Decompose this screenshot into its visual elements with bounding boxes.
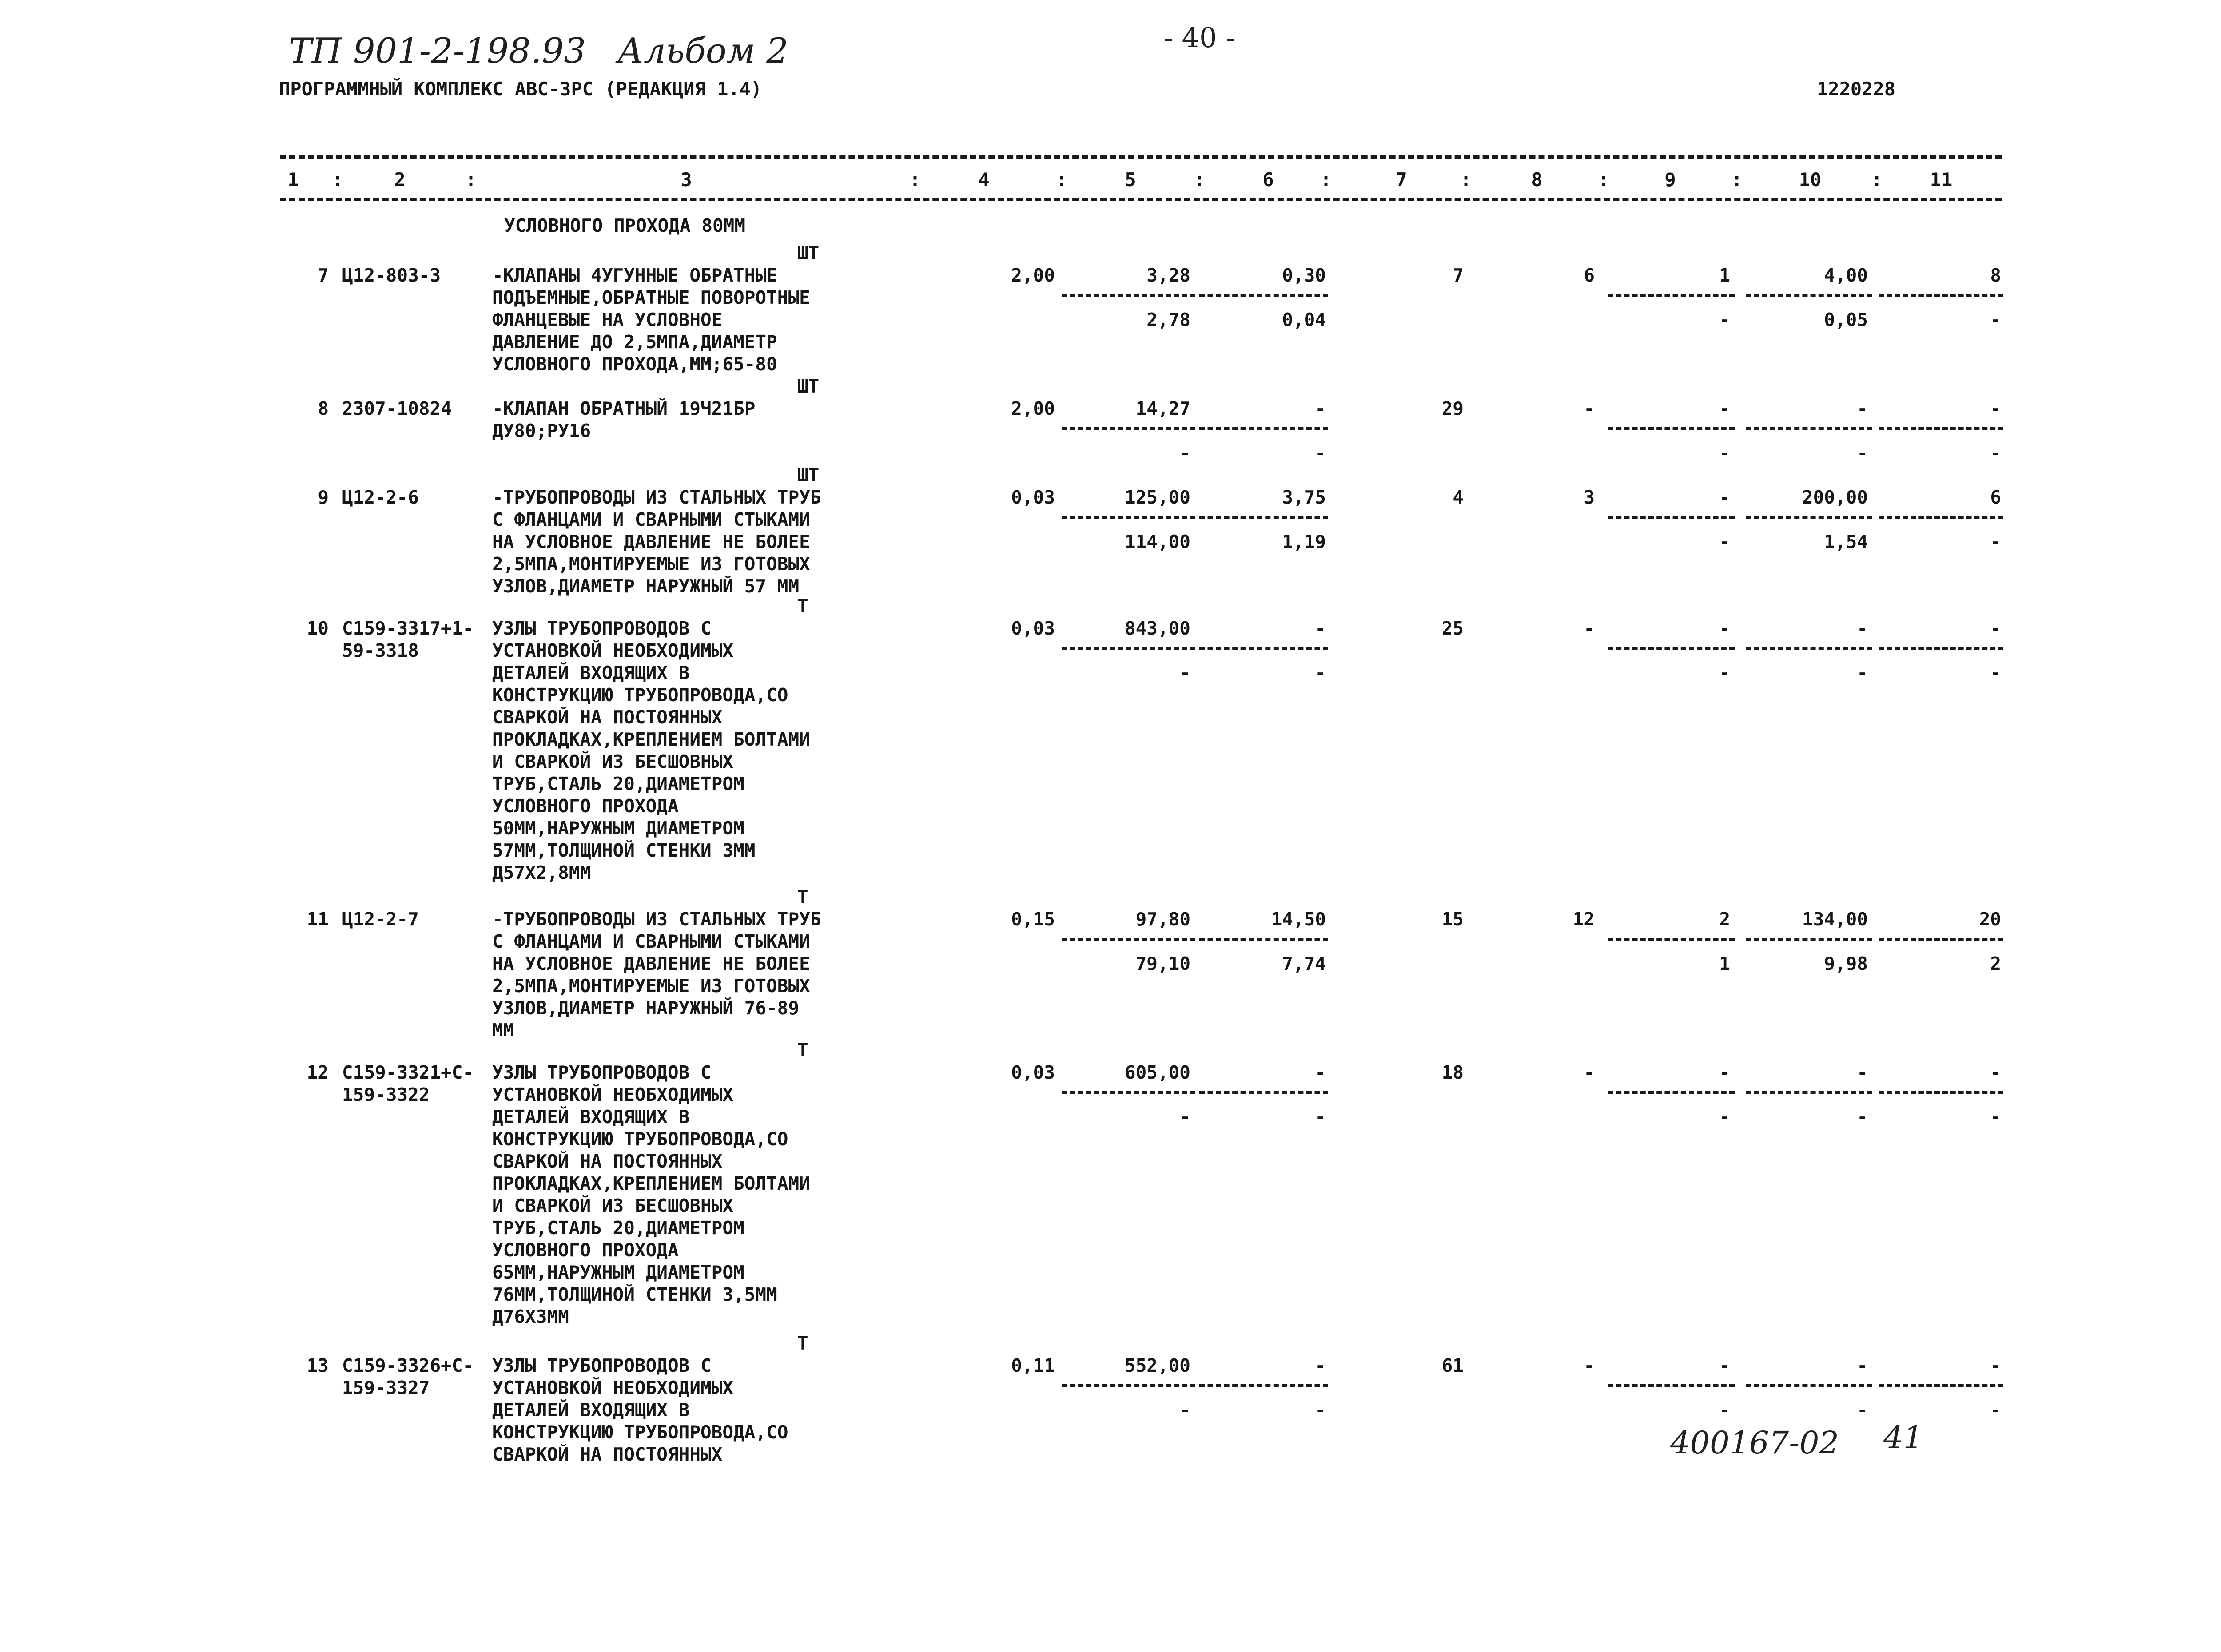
value-c9-bottom: - — [1719, 662, 1730, 683]
row-description-line: УЗЛОВ,ДИАМЕТР НАРУЖНЫЙ 76-89 — [492, 997, 800, 1019]
fraction-line — [1608, 516, 1735, 519]
value-c6-bottom: - — [1315, 1399, 1326, 1421]
value-c10-bottom: 9,98 — [1824, 953, 1868, 974]
row-description-line: 2,5МПА,МОНТИРУЕМЫЕ ИЗ ГОТОВЫХ — [492, 553, 810, 575]
value-c9-top: 2 — [1719, 909, 1730, 930]
row-description-line: УСТАНОВКОЙ НЕОБХОДИМЫХ — [492, 640, 734, 661]
value-c7: 25 — [1441, 618, 1464, 639]
value-c10-bottom: - — [1857, 662, 1868, 683]
fraction-line — [1062, 516, 1195, 519]
row-description-line: ДУ80;РУ16 — [492, 420, 591, 441]
column-separator: : — [332, 169, 343, 191]
row-description-line: ПРОКЛАДКАХ,КРЕПЛЕНИЕМ БОЛТАМИ — [492, 729, 810, 750]
row-number: 8 — [318, 398, 329, 419]
row-description-line: ДЕТАЛЕЙ ВХОДЯЩИХ В — [492, 662, 690, 683]
column-number: 6 — [1262, 169, 1274, 191]
column-separator: : — [1731, 169, 1743, 191]
value-c11-bottom: - — [1990, 309, 2001, 330]
value-c8: - — [1584, 398, 1595, 419]
unit-of-measure: ШТ — [797, 376, 820, 397]
value-c10-top: - — [1857, 1355, 1868, 1376]
row-description-line: 76ММ,ТОЛЩИНОЙ СТЕНКИ 3,5ММ — [492, 1284, 777, 1305]
value-c6-top: - — [1315, 398, 1326, 419]
fraction-line — [1199, 1091, 1328, 1094]
table-row — [0, 376, 2221, 464]
row-description-line: УСЛОВНОГО ПРОХОДА,ММ;65-80 — [492, 353, 777, 375]
value-c11-top: - — [1990, 1062, 2001, 1083]
row-number: 11 — [306, 909, 329, 930]
row-code: 159-3327 — [342, 1377, 430, 1398]
row-description-line: НА УСЛОВНОЕ ДАВЛЕНИЕ НЕ БОЛЕЕ — [492, 953, 810, 974]
table-row — [0, 886, 2221, 1041]
row-description-line: ТРУБ,СТАЛЬ 20,ДИАМЕТРОМ — [492, 773, 744, 794]
row-number: 13 — [306, 1355, 329, 1376]
value-c8: - — [1584, 1355, 1595, 1376]
value-c10-top: - — [1857, 1062, 1868, 1083]
value-c11-top: - — [1990, 398, 2001, 419]
fraction-line — [1879, 938, 2003, 941]
row-code: 2307-10824 — [342, 398, 452, 419]
row-description-line: И СВАРКОЙ ИЗ БЕСШОВНЫХ — [492, 1195, 734, 1216]
fraction-line — [1746, 294, 1872, 297]
fraction-line — [1062, 938, 1195, 941]
value-c11-top: - — [1990, 618, 2001, 639]
row-code: 159-3322 — [342, 1084, 430, 1105]
row-code: С159-3317+1- — [342, 618, 474, 639]
value-c9-top: - — [1719, 398, 1730, 419]
fraction-line — [1608, 1091, 1735, 1094]
fraction-line — [1879, 1384, 2003, 1387]
value-c10-bottom: - — [1857, 1106, 1868, 1128]
value-c5-bottom: 2,78 — [1146, 309, 1190, 330]
unit-of-measure: Т — [797, 1333, 808, 1354]
row-description-line: КОНСТРУКЦИЮ ТРУБОПРОВОДА,СО — [492, 1128, 788, 1150]
value-c6-bottom: 1,19 — [1282, 531, 1326, 552]
page-number: - 40 - — [1164, 21, 1235, 54]
value-c5-top: 3,28 — [1146, 265, 1190, 286]
fraction-line — [1879, 427, 2003, 430]
fraction-line — [1879, 294, 2003, 297]
value-c6-bottom: - — [1315, 1106, 1326, 1128]
value-c9-bottom: - — [1719, 531, 1730, 552]
row-description-line: 57ММ,ТОЛЩИНОЙ СТЕНКИ 3ММ — [492, 840, 756, 861]
row-description-line: С ФЛАНЦАМИ И СВАРНЫМИ СТЫКАМИ — [492, 509, 810, 530]
value-c5-top: 843,00 — [1124, 618, 1190, 639]
row-description-line: ДЕТАЛЕЙ ВХОДЯЩИХ В — [492, 1399, 690, 1421]
column-separator: : — [1056, 169, 1067, 191]
value-c11-bottom: - — [1990, 662, 2001, 683]
fraction-line — [1879, 647, 2003, 650]
value-c5-top: 125,00 — [1124, 487, 1190, 508]
row-description-line: И СВАРКОЙ ИЗ БЕСШОВНЫХ — [492, 751, 734, 772]
value-c9-top: - — [1719, 487, 1730, 508]
value-c11-bottom: 2 — [1990, 953, 2001, 974]
unit-of-measure: Т — [797, 886, 808, 908]
fraction-line — [1199, 647, 1328, 650]
table-row — [0, 1040, 2221, 1327]
value-c4: 0,03 — [1011, 487, 1055, 508]
value-c6-top: 3,75 — [1282, 487, 1326, 508]
fraction-line — [1746, 1384, 1872, 1387]
row-description-line: ММ — [492, 1020, 514, 1041]
row-description-line: ДЕТАЛЕЙ ВХОДЯЩИХ В — [492, 1106, 690, 1128]
fraction-line — [1199, 294, 1328, 297]
value-c4: 0,11 — [1011, 1355, 1055, 1376]
value-c10-top: - — [1857, 398, 1868, 419]
fraction-line — [1062, 1091, 1195, 1094]
column-number: 7 — [1396, 169, 1407, 191]
value-c4: 0,03 — [1011, 618, 1055, 639]
footer-sheet-number: 41 — [1883, 1419, 1923, 1456]
column-number: 11 — [1930, 169, 1953, 191]
column-number: 10 — [1799, 169, 1822, 191]
column-separator: : — [1194, 169, 1205, 191]
row-description-line: -ТРУБОПРОВОДЫ ИЗ СТАЛЬНЫХ ТРУБ — [492, 909, 821, 930]
fraction-line — [1879, 1091, 2003, 1094]
value-c6-bottom: - — [1315, 442, 1326, 464]
fraction-line — [1746, 647, 1872, 650]
row-description-line: УСТАНОВКОЙ НЕОБХОДИМЫХ — [492, 1084, 734, 1105]
fraction-line — [1746, 1091, 1872, 1094]
fraction-line — [1062, 427, 1195, 430]
value-c5-top: 97,80 — [1135, 909, 1190, 930]
fraction-line — [1608, 427, 1735, 430]
value-c8: 6 — [1584, 265, 1595, 286]
row-description-line: УСЛОВНОГО ПРОХОДА — [492, 795, 679, 817]
row-number: 7 — [318, 265, 329, 286]
value-c9-bottom: 1 — [1719, 953, 1730, 974]
fraction-line — [1746, 516, 1872, 519]
row-description-line: СВАРКОЙ НА ПОСТОЯННЫХ — [492, 1151, 723, 1172]
value-c6-top: 14,50 — [1271, 909, 1326, 930]
program-name: ПРОГРАММНЫЙ КОМПЛЕКС АВС-3РС (РЕДАКЦИЯ 1.4) — [279, 78, 762, 100]
album-label: Альбом 2 — [617, 31, 788, 71]
value-c5-top: 14,27 — [1135, 398, 1190, 419]
column-separator: : — [909, 169, 921, 191]
value-c5-bottom: - — [1179, 662, 1190, 683]
row-description-line: С ФЛАНЦАМИ И СВАРНЫМИ СТЫКАМИ — [492, 931, 810, 952]
row-description-line: УЗЛЫ ТРУБОПРОВОДОВ С — [492, 618, 712, 639]
continuation-line: УСЛОВНОГО ПРОХОДА 80ММ — [504, 215, 746, 236]
unit-of-measure: Т — [797, 1040, 808, 1061]
value-c4: 0,03 — [1011, 1062, 1055, 1083]
value-c10-top: 134,00 — [1802, 909, 1868, 930]
value-c10-bottom: 1,54 — [1824, 531, 1868, 552]
column-number: 8 — [1531, 169, 1543, 191]
value-c7: 29 — [1441, 398, 1464, 419]
row-description-line: -ТРУБОПРОВОДЫ ИЗ СТАЛЬНЫХ ТРУБ — [492, 487, 821, 508]
row-description-line: ФЛАНЦЕВЫЕ НА УСЛОВНОЕ — [492, 309, 723, 330]
value-c9-top: - — [1719, 618, 1730, 639]
row-description-line: 65ММ,НАРУЖНЫМ ДИАМЕТРОМ — [492, 1262, 744, 1283]
row-code: Ц12-803-3 — [342, 265, 441, 286]
doc-reference: ТП 901-2-198.93 — [289, 31, 586, 71]
unit-of-measure: ШТ — [797, 242, 820, 264]
unit-of-measure: ШТ — [797, 465, 820, 486]
row-code: С159-3326+С- — [342, 1355, 474, 1376]
value-c7: 61 — [1441, 1355, 1464, 1376]
column-number: 5 — [1125, 169, 1136, 191]
value-c4: 2,00 — [1011, 265, 1055, 286]
value-c6-top: - — [1315, 618, 1326, 639]
row-code: С159-3321+С- — [342, 1062, 474, 1083]
fraction-line — [1199, 1384, 1328, 1387]
fraction-line — [1746, 427, 1872, 430]
row-description-line: Д76Х3ММ — [492, 1306, 569, 1327]
unit-of-measure: Т — [797, 596, 808, 617]
value-c9-bottom: - — [1719, 442, 1730, 464]
value-c5-bottom: 79,10 — [1135, 953, 1190, 974]
value-c6-top: 0,30 — [1282, 265, 1326, 286]
fraction-line — [1608, 294, 1735, 297]
row-code: Ц12-2-6 — [342, 487, 419, 508]
value-c7: 15 — [1441, 909, 1464, 930]
row-description-line: КОНСТРУКЦИЮ ТРУБОПРОВОДА,СО — [492, 1422, 788, 1443]
value-c5-bottom: - — [1179, 442, 1190, 464]
value-c10-bottom: - — [1857, 1399, 1868, 1421]
column-number: 9 — [1664, 169, 1676, 191]
row-description-line: Д57Х2,8ММ — [492, 862, 591, 883]
row-description-line: ПРОКЛАДКАХ,КРЕПЛЕНИЕМ БОЛТАМИ — [492, 1173, 810, 1194]
value-c11-bottom: - — [1990, 531, 2001, 552]
row-description-line: ДАВЛЕНИЕ ДО 2,5МПА,ДИАМЕТР — [492, 331, 777, 353]
column-separator: : — [1460, 169, 1472, 191]
row-code: Ц12-2-7 — [342, 909, 419, 930]
value-c7: 18 — [1441, 1062, 1464, 1083]
column-separator: : — [1598, 169, 1609, 191]
value-c10-bottom: - — [1857, 442, 1868, 464]
row-description-line: УЗЛЫ ТРУБОПРОВОДОВ С — [492, 1062, 712, 1083]
table-top-rule — [280, 155, 2002, 159]
value-c5-bottom: 114,00 — [1124, 531, 1190, 552]
value-c10-top: - — [1857, 618, 1868, 639]
column-separator: : — [465, 169, 477, 191]
value-c11-bottom: - — [1990, 1399, 2001, 1421]
row-description-line: УЗЛОВ,ДИАМЕТР НАРУЖНЫЙ 57 ММ — [492, 576, 800, 597]
value-c5-top: 605,00 — [1124, 1062, 1190, 1083]
table-header-bottom-rule — [280, 198, 2002, 201]
row-description-line: УСЛОВНОГО ПРОХОДА — [492, 1239, 679, 1261]
column-number: 4 — [978, 169, 990, 191]
row-description-line: СВАРКОЙ НА ПОСТОЯННЫХ — [492, 707, 723, 728]
value-c6-top: - — [1315, 1062, 1326, 1083]
row-number: 9 — [318, 487, 329, 508]
table-row — [0, 596, 2221, 883]
value-c10-top: 4,00 — [1824, 265, 1868, 286]
value-c5-bottom: - — [1179, 1106, 1190, 1128]
footer-stamp: 400167-02 — [1670, 1425, 1839, 1461]
fraction-line — [1608, 647, 1735, 650]
row-description-line: ТРУБ,СТАЛЬ 20,ДИАМЕТРОМ — [492, 1217, 744, 1239]
row-description-line: ПОДЪЕМНЫЕ,ОБРАТНЫЕ ПОВОРОТНЫЕ — [492, 287, 810, 308]
value-c10-bottom: 0,05 — [1824, 309, 1868, 330]
row-code: 59-3318 — [342, 640, 419, 661]
row-description-line: СВАРКОЙ НА ПОСТОЯННЫХ — [492, 1444, 723, 1465]
value-c6-bottom: 0,04 — [1282, 309, 1326, 330]
value-c9-bottom: - — [1719, 1106, 1730, 1128]
value-c6-top: - — [1315, 1355, 1326, 1376]
fraction-line — [1746, 938, 1872, 941]
row-description-line: УСТАНОВКОЙ НЕОБХОДИМЫХ — [492, 1377, 734, 1398]
column-number: 3 — [681, 169, 692, 191]
value-c6-bottom: - — [1315, 662, 1326, 683]
value-c11-bottom: - — [1990, 1106, 2001, 1128]
row-description-line: НА УСЛОВНОЕ ДАВЛЕНИЕ НЕ БОЛЕЕ — [492, 531, 810, 552]
document-id: 1220228 — [1817, 78, 1896, 100]
row-description-line: УЗЛЫ ТРУБОПРОВОДОВ С — [492, 1355, 712, 1376]
table-row — [0, 465, 2221, 597]
fraction-line — [1062, 1384, 1195, 1387]
value-c6-bottom: 7,74 — [1282, 953, 1326, 974]
value-c5-top: 552,00 — [1124, 1355, 1190, 1376]
row-description-line: КОНСТРУКЦИЮ ТРУБОПРОВОДА,СО — [492, 684, 788, 706]
value-c8: - — [1584, 1062, 1595, 1083]
value-c11-top: 8 — [1990, 265, 2001, 286]
fraction-line — [1608, 1384, 1735, 1387]
row-description-line: -КЛАПАН ОБРАТНЫЙ 19Ч21БР — [492, 398, 756, 419]
value-c4: 0,15 — [1011, 909, 1055, 930]
value-c9-top: - — [1719, 1062, 1730, 1083]
fraction-line — [1199, 427, 1328, 430]
column-separator: : — [1871, 169, 1883, 191]
row-number: 10 — [306, 618, 329, 639]
column-separator: : — [1320, 169, 1332, 191]
fraction-line — [1608, 938, 1735, 941]
row-description-line: 2,5МПА,МОНТИРУЕМЫЕ ИЗ ГОТОВЫХ — [492, 975, 810, 997]
row-number: 12 — [306, 1062, 329, 1083]
column-number: 1 — [287, 169, 299, 191]
fraction-line — [1199, 516, 1328, 519]
value-c5-bottom: - — [1179, 1399, 1190, 1421]
value-c9-top: 1 — [1719, 265, 1730, 286]
column-number: 2 — [394, 169, 406, 191]
table-row — [0, 242, 2221, 375]
value-c11-top: 6 — [1990, 487, 2001, 508]
row-description-line: -КЛАПАНЫ 4УГУННЫЕ ОБРАТНЫЕ — [492, 265, 777, 286]
fraction-line — [1062, 294, 1195, 297]
fraction-line — [1062, 647, 1195, 650]
value-c8: 3 — [1584, 487, 1595, 508]
value-c11-top: - — [1990, 1355, 2001, 1376]
row-description-line: 50ММ,НАРУЖНЫМ ДИАМЕТРОМ — [492, 818, 744, 839]
fraction-line — [1199, 938, 1328, 941]
value-c4: 2,00 — [1011, 398, 1055, 419]
value-c9-bottom: - — [1719, 1399, 1730, 1421]
value-c10-top: 200,00 — [1802, 487, 1868, 508]
value-c7: 4 — [1453, 487, 1464, 508]
value-c8: 12 — [1572, 909, 1595, 930]
value-c8: - — [1584, 618, 1595, 639]
fraction-line — [1879, 516, 2003, 519]
value-c7: 7 — [1453, 265, 1464, 286]
value-c11-bottom: - — [1990, 442, 2001, 464]
value-c11-top: 20 — [1979, 909, 2001, 930]
value-c9-top: - — [1719, 1355, 1730, 1376]
value-c9-bottom: - — [1719, 309, 1730, 330]
